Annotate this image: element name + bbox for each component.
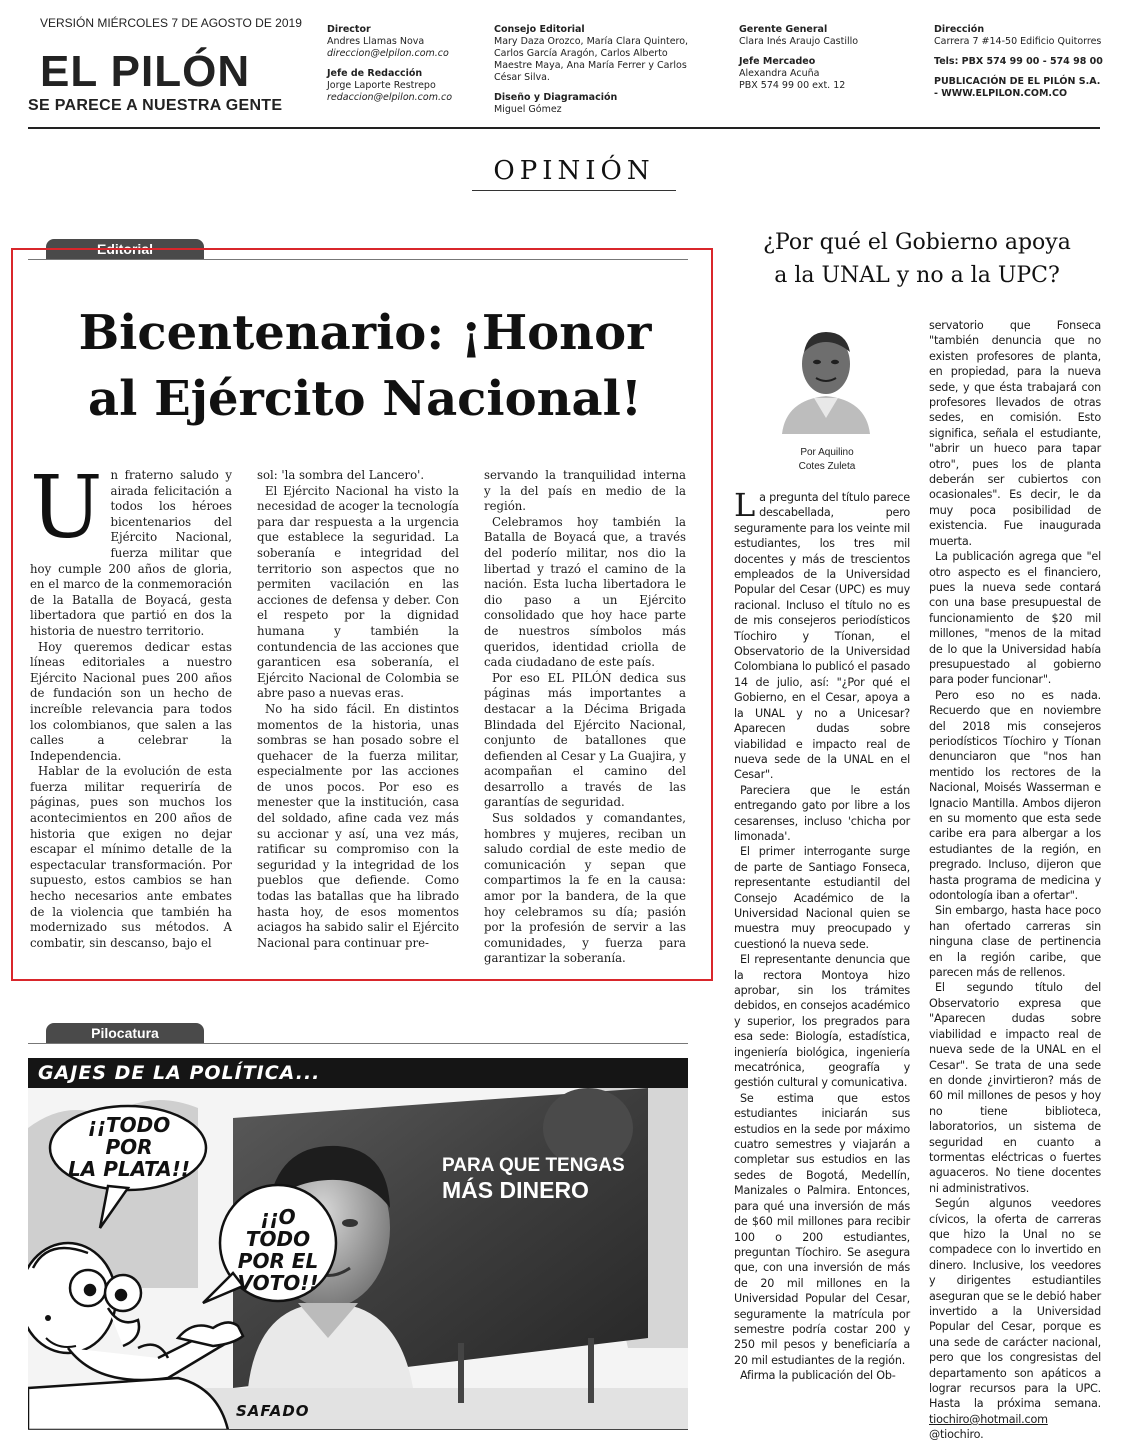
billboard-slogan <box>442 1154 625 1202</box>
column-title-line-2: a la UNAL y no a la UPC? <box>774 263 1060 288</box>
bubble-1-line-2: LA PLATA!! <box>68 1157 190 1181</box>
bubble-2-text <box>228 1206 328 1294</box>
cartoon-label: Pilocatura <box>46 1023 204 1043</box>
director-name: Andres Llamas Nova <box>327 36 425 47</box>
editorial-label: Editorial <box>46 239 204 259</box>
publicacion-line: PUBLICACIÓN DE EL PILÓN S.A. - WWW.ELPILON.COM.CO <box>934 76 1101 99</box>
column-text-1 <box>734 486 910 1384</box>
column-text-2 <box>929 318 1101 1443</box>
cartoon-illustration <box>28 1088 688 1430</box>
editorial-paragraph: No ha sido fácil. En distintos momentos de la historia, unas sombras se han posado sobre el quehacer de la fuerza militar, especialmente por las acciones de unos pocos. Por eso es menester que la institución, casa del soldado, afine cada vez más su accionar y así, una vez más, ratificar su compromiso con la seguridad y la integridad de los pueblos que defiende. Como todas las batallas que ha librado hasta hoy, de esos momentos aciagos ha sabido salir el Ejército Nacional para continuar pre- <box>257 701 459 950</box>
bubble-2-line-1: ¡¡O TODO <box>245 1205 311 1251</box>
director-title: Director <box>327 24 371 35</box>
headline-line-2: al Ejército Nacional! <box>88 371 642 427</box>
headline-line-1: Bicentenario: ¡Honor <box>78 305 652 361</box>
author-handle: @tiochiro. <box>929 1428 984 1442</box>
editorial-paragraph: Sus soldados y comandantes, hombres y mujeres, reciban un saludo cordial de este medio de comunicación y sepan que compartimos la fe en la causa: amor por la bandera, de la que hoy celebramos su día; pasión por la profesión de servir a las comunidades, y fuerza para garantizar la soberanía. <box>484 811 686 966</box>
direccion-title: Dirección <box>934 24 985 35</box>
column-paragraph: Se estima que estos estudiantes iniciarán sus estudios en la sede por máximo cuatro semestres y viajarán a completar sus estudios en las sedes de Bogotá, Medellín, Manizales o Palmira. Entonces, para qué una inversión de más de $60 mil millones para recibir 100 o 200 estudiantes, preguntan Tíochiro. Se asegura que, con una inversión de más de 20 mil millones en la Universidad Popular del Cesar, seguramente la matrícula por semestre podría costar 200 y 250 mil pesos y beneficiaría a 20 mil estudiantes de la región. <box>734 1091 910 1367</box>
jefe-redaccion-name: Jorge Laporte Restrepo <box>327 80 436 91</box>
jefe-redaccion-email: redaccion@elpilon.com.co <box>327 92 453 103</box>
column-paragraph: El primer interrogante surge de parte de Santiago Fonseca, representante estudiantil del Consejo Académico de la Universidad Nacional quien se muestra muy preocupado y cuestionó la nueva sede. <box>734 845 910 951</box>
column-paragraph: Afirma la publicación del Ob- <box>740 1369 896 1383</box>
editorial-highlight-frame <box>11 248 713 981</box>
staff-direccion-block <box>934 24 1104 100</box>
column-paragraph: Sin embargo, hasta hace poco han ofertado carreras sin ninguna clase de pertinencia en la región caribe, que parecen más de rellenos. <box>929 904 1101 980</box>
consejo-title: Consejo Editorial <box>494 24 585 35</box>
mercadeo-name: Alexandra Acuña <box>739 68 820 79</box>
author-line-1: Por Aquilino <box>800 447 854 458</box>
column-title <box>722 226 1112 292</box>
direccion-phone: Tels: PBX 574 99 00 - 574 98 00 <box>934 56 1103 67</box>
jefe-redaccion-title: Jefe de Redacción <box>327 68 423 79</box>
column-title-line-1: ¿Por qué el Gobierno apoya <box>763 230 1071 255</box>
column-paragraph: El representante denuncia que la rectora Montoya hizo aprobar, sin los trámites debidos, en consejos académico y superior, los pregrados para esa sede: Biología, estadística, ingeniería biológica, ingeniería mecatrónica, geografía y gestión cultural y comunicativa. <box>734 953 910 1090</box>
editorial-paragraph: Por eso EL PILÓN dedica sus páginas más importantes a destacar a la Décima Brigada Blindada del Ejército Nacional, conjunto de batallones que defienden al Cesar y La Guajira, y acompañan el camino del desarrollo a través de las garantías de seguridad. <box>484 670 686 810</box>
diseno-title: Diseño y Diagramación <box>494 92 618 103</box>
author-email-link[interactable]: tiochiro@hotmail.com <box>929 1412 1048 1426</box>
diseno-name: Miguel Gómez <box>494 104 562 115</box>
editorial-paragraph: Hoy queremos dedicar estas líneas editoriales a nuestro Ejército Nacional pues 200 años de fundación son un hecho de increíble relevancia para todos los colombianos, que salen a las calles a celebrar la Independencia. <box>30 639 232 763</box>
newspaper-tagline: SE PARECE A NUESTRA GENTE <box>28 97 283 114</box>
bubble-1-line-1: ¡¡TODO POR <box>87 1113 171 1159</box>
column-paragraph: La publicación agrega que "el otro aspecto es el financiero, pues la nueva sede contará con una base presupuestal de funcionamiento de $20 mil millones, "menos de la mitad de lo que la Universidad había presupuestado al gobierno para poder funcionar". <box>929 550 1101 687</box>
edition-date: VERSIÓN MIÉRCOLES 7 DE AGOSTO DE 2019 <box>40 16 302 30</box>
bubble-2-line-3: VOTO!! <box>237 1271 319 1295</box>
column-closing-text: Según algunos veedores cívicos, la oferta de carreras que hizo la Unal no se compadece con lo invertido en dinero. Inclusive, los veedores y dirigentes estudiantiles aseguran que se le debió haber invertido a la Universidad Popular del Cesar, porque es una sede de carácter nacional, pero que los congresistas del departamento son apáticos a lograr recursos para la UPC. Hasta la próxima semana. <box>929 1197 1101 1411</box>
staff-consejo-block <box>494 24 706 116</box>
column-paragraph: Pareciera que le están entregando gato por libre a los cesarenses, incluso 'chicha por limonada'. <box>734 783 910 843</box>
gerente-title: Gerente General <box>739 24 828 35</box>
billboard-line-1: PARA QUE TENGAS <box>442 1155 625 1176</box>
billboard-line-2: MÁS DINERO <box>442 1177 589 1203</box>
editorial-paragraph: servando la tranquilidad interna y la del país en medio de la región. <box>484 468 686 514</box>
editorial-paragraph: El Ejército Nacional ha visto la necesidad de acoger la tecnología para dar respuesta a la urgencia que establece la seguridad. La soberanía e integridad del territorio son aspectos que no permiten vacilación en las acciones de defensa y deber. Con el respeto por la dignidad humana y también la contundencia de las acciones que garanticen esa soberanía, el Ejército Nacional de Colombia se abre paso a nuevas eras. <box>257 483 459 701</box>
mercadeo-title: Jefe Mercadeo <box>739 56 816 67</box>
column-paragraph <box>929 1196 1101 1443</box>
editorial-paragraph: Hablar de la evolución de esta fuerza militar requeriría de páginas, pues son muchos los acontecimientos en 200 años de historia que exigen no dejar escapar el mínimo detalle de la espectacular transformación. Por supuesto, estos cambios se han hecho necesarios ante embates de la violencia que también ha modernizado sus métodos. A combatir, sin descanso, bajo el <box>30 764 232 950</box>
editorial-paragraph: sol: 'la sombra del Lancero'. <box>257 468 425 482</box>
column-dropcap: L <box>734 486 756 524</box>
cartoonist-signature: SAFADO <box>236 1402 310 1420</box>
section-underline <box>472 190 676 191</box>
author-byline <box>760 446 894 474</box>
editorial-dropcap: U <box>30 458 103 558</box>
column-paragraph: El segundo título del Observatorio expresa que "Aparecen dudas sobre viabilidad e impacto real de nueva sede de la UNAL en el Cesar". Se trata de una sede en donde ¿invirtieron? más de 60 mil millones de pesos y hoy no tiene biblioteca, laboratorios, un sistema de seguridad en cuanto a tormentas eléctricas o fuertes aguaceros. No tiene docentes ni administrativos. <box>929 981 1101 1195</box>
consejo-names: Mary Daza Orozco, María Clara Quintero, Carlos García Aragón, Carlos Alberto Maestre Maya, Ana María Ferrer y Carlos César Silva. <box>494 36 689 83</box>
cartoon-banner-title: GAJES DE LA POLÍTICA... <box>38 1062 321 1084</box>
column-paragraph: a pregunta del título parece descabellada, pero seguramente para los veinte mil estudiantes, los tres mil docentes y más de trescientos empleados de la Universidad Popular del Cesar (UPC) es muy racional. Incluso el título no es de mis consejeros periodísticos Tíochiro y Tíonan, el Observatorio de la Universidad Colombiana lo publicó el pasado 14 de julio, así: "¿Por qué el Gobierno, en el Cesar, apoya a la UNAL y no a Unicesar? Aparecen dudas sobre viabilidad e impacto real de nueva sede de la UNAL en el Cesar". <box>734 491 910 782</box>
direccion-address: Carrera 7 #14-50 Edificio Quitorres <box>934 36 1102 47</box>
newspaper-logo: EL PILÓN <box>40 47 251 96</box>
cartoon-label-rule <box>28 1043 688 1044</box>
section-title: OPINIÓN <box>493 156 655 186</box>
column-paragraph: Pero eso no es nada. Recuerdo que en noviembre del 2018 mis consejeros periodísticos Tíochiro y Tíonan denunciaron que "nos han mentido los rectores de la Nacional, Moisés Wasserman e Ignacio Mantilla. Ambos dijeron en su momento que esta sede caribe era para albergar a los estudiantes de la región, en pregrado. Incluso, dijeron que hasta programa de medicina y odontología iban a ofertar". <box>929 688 1101 903</box>
gerente-name: Clara Inés Araujo Castillo <box>739 36 859 47</box>
director-email: direccion@elpilon.com.co <box>327 48 449 59</box>
bubble-1-text <box>68 1114 190 1180</box>
author-line-2: Cotes Zuleta <box>798 461 856 472</box>
cartoon-banner <box>28 1058 688 1088</box>
column-paragraph: servatorio que Fonseca "también denuncia que no existen profesores de planta, en propiedad, para la nueva sede, y que ésta trabajará con profesores llevados de otras sedes, en comisión. Esto significa, señala el estudiante, "abrir un hueco para tapar otro", pues los de planta deberán ser cubiertos con ocasionales". Es decir, le da muy poca posibilidad de existencia. Fue inaugurada muerta. <box>929 319 1101 548</box>
editorial-paragraph: n fraterno saludo y airada felicitación a todos los héroes bicentenarios del Ejército Nacional, fuerza militar que hoy cumple 200 años de gloria, en el marco de la conmemoración de la Batalla de Boyacá, gesta libertadora que partió en dos la historia de nuestro territorio. <box>30 468 232 638</box>
bubble-2-line-2: POR EL <box>237 1249 319 1273</box>
author-photo <box>778 320 874 434</box>
masthead-divider <box>28 127 1100 129</box>
staff-director-block <box>327 24 477 104</box>
editorial-paragraph: Celebramos hoy también la Batalla de Boyacá que, a través del poderío militar, nos dio la libertad y trazó el camino de la nación. Esta lucha libertadora le dio paso a un Ejército consolidado que hoy hace parte de nuestros símbolos más queridos, identidad criolla de cada ciudadano de este país. <box>484 514 686 670</box>
mercadeo-phone: PBX 574 99 00 ext. 12 <box>739 80 846 91</box>
staff-gerencia-block <box>739 24 909 92</box>
